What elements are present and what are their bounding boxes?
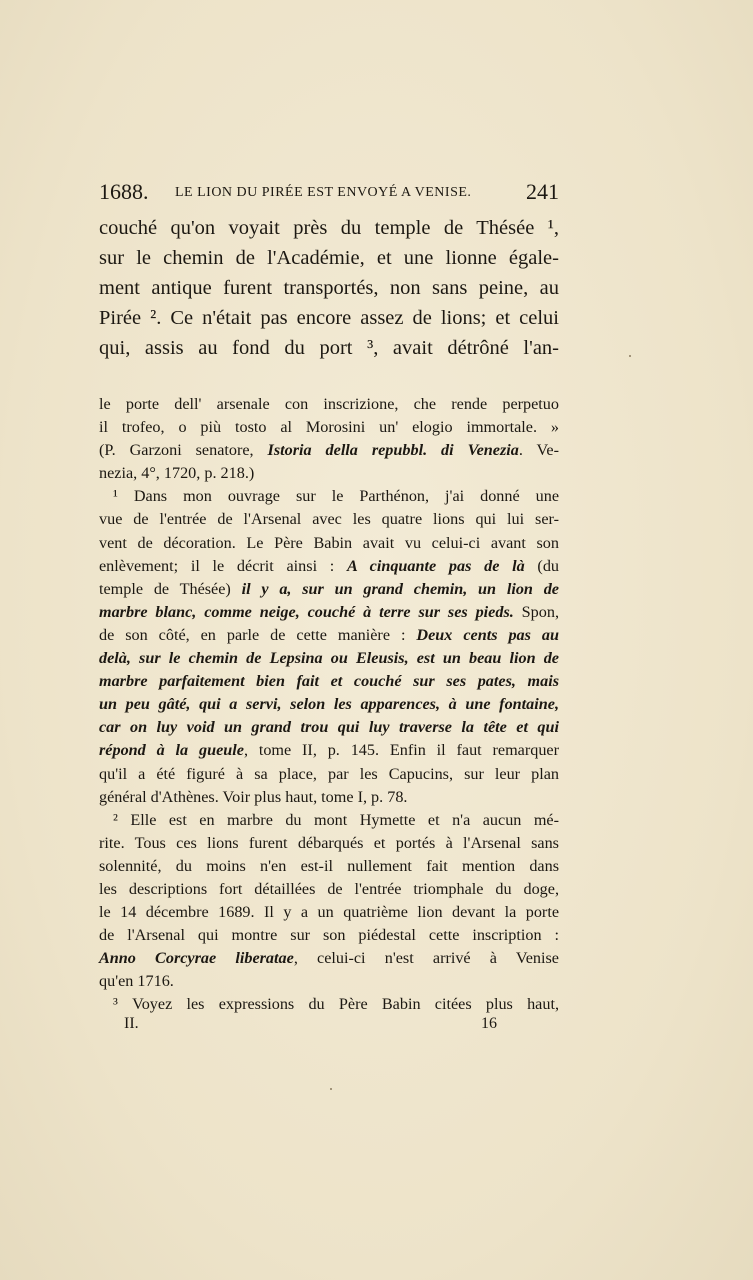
footnote-text: Dans mon ouvrage sur le Parthénon, j'ai donné une [133,487,560,506]
footnote-1-marker: ¹ [113,487,118,506]
footnote-2-line [99,809,559,832]
footnote-text: , celui-ci n'est arrivé à Venise [293,949,559,968]
signature-line [124,1015,504,1039]
footnote-italic: marbre blanc, comme neige, couché à terre sur ses pieds. [99,602,514,621]
footnote-italic: A cinquante pas de là [347,556,525,575]
footnote-line: il trofeo, o più tosto al Morosini un' elogio immortale. » [99,418,559,437]
footnote-text: Elle est en marbre du mont Hymette et n'a aucun mé- [130,810,560,829]
footnote-line: nezia, 4°, 1720, p. 218.) [99,464,255,483]
footnote-1-line: marbre parfaitement bien fait et couché sur ses pates, mais [99,672,559,691]
paper-speck [629,355,631,357]
main-text [99,213,559,363]
running-header [99,179,559,209]
footnote-2-line: rite. Tous ces lions furent débarqués et portés à l'Arsenal sans [99,833,559,852]
footnote-text: temple de Thésée) [99,579,242,598]
paper-speck [330,1088,332,1090]
footnote-text: (P. Garzoni senatore, [99,441,268,460]
volume-number: II. [124,1015,139,1032]
footnote-2-line: de l'Arsenal qui montre sur son piédestal cette inscription : [99,926,559,945]
footnote-1-line [99,739,559,762]
header-year: 1688. [99,179,149,204]
footnote-text: enlèvement; il le décrit ainsi : [99,556,348,575]
main-text-line: couché qu'on voyait près du temple de Thésée ¹, [99,217,559,239]
footnote-italic: Istoria della repubbl. di Venezia [267,441,519,460]
footnote-3-marker: ³ [113,995,118,1014]
footnote-line: le porte dell' arsenale con inscrizione, che rende perpetuo [99,395,559,413]
footnote-1-line [99,624,559,647]
footnote-italic: Deux cents pas au [416,625,559,644]
main-text-line: sur le chemin de l'Académie, et une lionne égale- [99,247,559,269]
footnote-text: (du [524,556,560,575]
footnote-2-marker: ² [113,810,118,829]
main-text-line: Pirée ². Ce n'était pas encore assez de lions; et celui [99,307,559,329]
footnote-1-line: qu'il a été figuré à sa place, par les Capucins, sur leur plan [99,764,559,783]
footnote-1-line [99,555,559,578]
footnote-1-line: vent de décoration. Le Père Babin avait vu celui-ci avant son [99,533,559,552]
footnote-italic: répond à la gueule [99,741,244,760]
page-number: 241 [526,179,559,204]
footnote-1-line: delà, sur le chemin de Lepsina ou Eleusis, est un beau lion de [99,649,559,668]
footnote-1-line: car on luy void un grand trou qui luy traverse la tête et qui [99,718,559,737]
footnote-2-line [99,947,559,970]
footnote-1-line: un peu gâté, qui a servi, selon les apparences, à une fontaine, [99,695,559,714]
footnote-text: , tome II, p. 145. Enfin il faut remarquer [243,741,560,760]
footnote-1-line [99,601,559,624]
footnote-2-line: qu'en 1716. [99,972,174,991]
footnote-text: . Ve- [518,441,559,460]
footnote-2-line: les descriptions fort détaillées de l'entrée triomphale du doge, [99,879,559,898]
signature-mark: 16 [481,1015,497,1032]
footnote-1-line [99,485,559,508]
footnote-italic: il y a, sur un grand chemin, un lion de [241,579,559,598]
footnote-text: Spon, [513,602,559,621]
footnote-1-line [99,578,559,601]
main-text-line: qui, assis au fond du port ³, avait détrôné l'an- [99,337,559,359]
footnote-2-line: solennité, du moins n'en est-il nullement fait mention dans [99,856,559,875]
footnote-2-line: le 14 décembre 1689. Il y a un quatrième lion devant la porte [99,903,559,922]
footnote-text: Voyez les expressions du Père Babin citées plus haut, [132,995,559,1014]
footnote-3-line [99,993,559,1016]
footnote-1-line: vue de l'entrée de l'Arsenal avec les quatre lions qui lui ser- [99,510,559,529]
footnote-text: de son côté, en parle de cette manière : [99,625,417,644]
footnote-line [99,439,559,462]
header-running-title: LE LION DU PIRÉE EST ENVOYÉ A VENISE. [175,185,472,200]
footnote-italic: Anno Corcyrae liberatae [99,949,294,968]
main-text-line: ment antique furent transportés, non sans peine, au [99,277,559,299]
footnote-1-line: général d'Athènes. Voir plus haut, tome I, p. 78. [99,787,408,806]
footnotes [99,393,559,1017]
